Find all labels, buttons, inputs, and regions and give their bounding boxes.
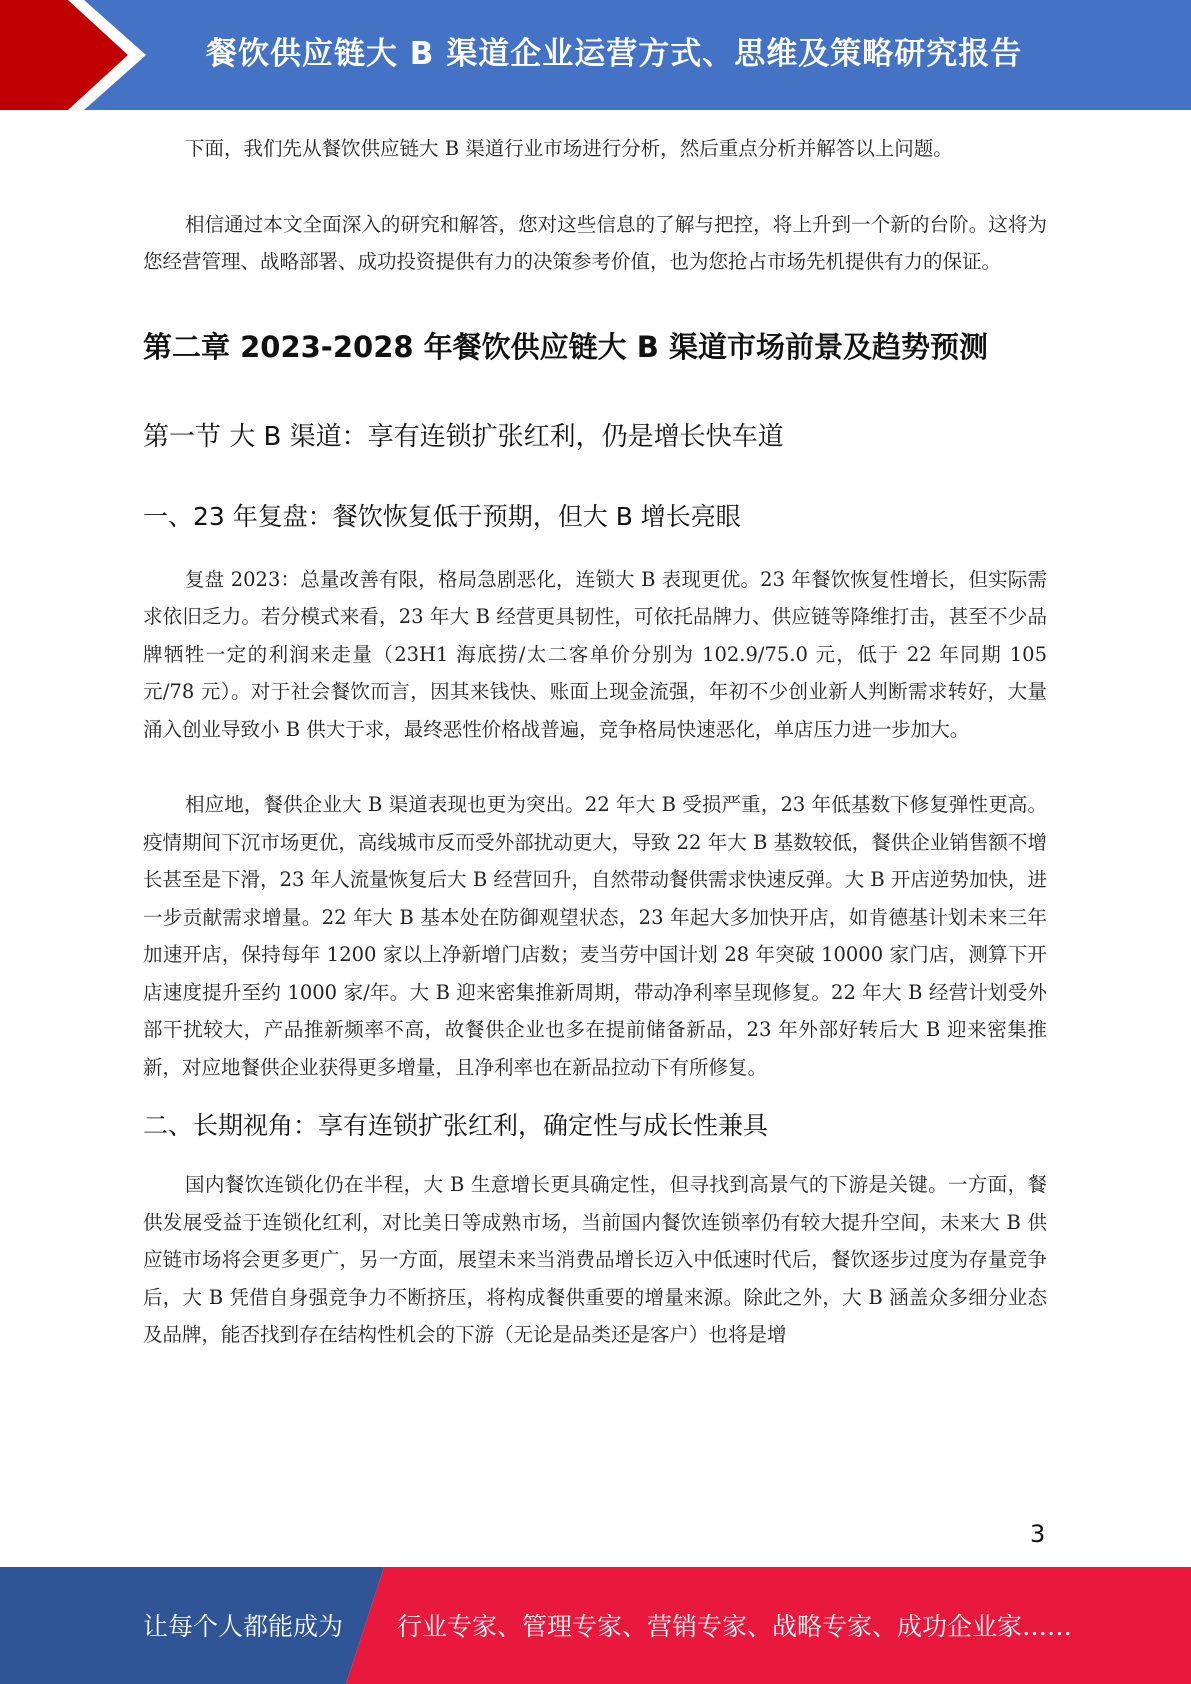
page-content <box>143 130 1047 1354</box>
page-footer <box>0 1567 1191 1684</box>
report-title: 餐饮供应链大 B 渠道企业运营方式、思维及策略研究报告 <box>206 36 1023 72</box>
intro-paragraph-1: 下面，我们先从餐饮供应链大 B 渠道行业市场进行分析，然后重点分析并解答以上问题。 <box>185 137 953 160</box>
footer-expert-list: 行业专家、管理专家、营销专家、战略专家、成功企业家…… <box>397 1612 1073 1641</box>
footer-slogan: 让每个人都能成为 <box>143 1612 344 1641</box>
subsection-2-paragraph-1: 国内餐饮连锁化仍在半程，大 B 生意增长更具确定性，但寻找到高景气的下游是关键。一方面，餐供发展受益于连锁化红利，对比美日等成熟市场，当前国内餐饮连锁率仍有较大提升空间，未来大 B 供应链市场将会更多更广，另一方面，展望未来当消费品增长迈入中低速时代后，餐饮逐步过度为存量竞争后，大 B 凭借自身强竞争力不断挤压，将构成餐供重要的增量来源。除此之外，大 B 涵盖众多细分业态及品牌，能否找到存在结构性机会的下游（无论是品类还是客户）也将是增 <box>143 1173 1047 1346</box>
chapter-heading: 第二章 2023-2028 年餐饮供应链大 B 渠道市场前景及趋势预测 <box>143 329 988 364</box>
subsection-1-paragraph-1: 复盘 2023：总量改善有限，格局急剧恶化，连锁大 B 表现更优。23 年餐饮恢复性增长，但实际需求依旧乏力。若分模式来看，23 年大 B 经营更具韧性，可依托品牌力、供应链等降维打击，甚至不少品牌牺牲一定的利润来走量（23H1 海底捞/太二客单价分别为 102.9/75.0 元，低于 22 年同期 105 元/78 元）。对于社会餐饮而言，因其来钱快、账面上现金流强，年初不少创业新人判断需求转好，大量涌入创业导致小 B 供大于求，最终恶性价格战普遍，竞争格局快速恶化，单店压力进一步加大。 <box>143 567 1047 741</box>
subsection-heading-2: 二、长期视角：享有连锁扩张红利，确定性与成长性兼具 <box>143 1111 769 1140</box>
page-number: 3 <box>1030 1520 1046 1548</box>
section-heading: 第一节 大 B 渠道：享有连锁扩张红利，仍是增长快车道 <box>143 421 784 452</box>
intro-paragraph-2: 相信通过本文全面深入的研究和解答，您对这些信息的了解与把控，将上升到一个新的台阶。这将为您经营管理、战略部署、成功投资提供有力的决策参考价值，也为您抢占市场先机提供有力的保证。 <box>143 212 1047 273</box>
subsection-heading-1: 一、23 年复盘：餐饮恢复低于预期，但大 B 增长亮眼 <box>143 501 741 531</box>
page-header <box>0 0 1191 110</box>
subsection-1-paragraph-2: 相应地，餐供企业大 B 渠道表现也更为突出。22 年大 B 受损严重，23 年低基数下修复弹性更高。疫情期间下沉市场更优，高线城市反而受外部扰动更大，导致 22 年大 B 基数较低，餐供企业销售额不增长甚至是下滑，23 年人流量恢复后大 B 经营回升，自然带动餐供需求快速反弹。大 B 开店逆势加快，进一步贡献需求增量。22 年大 B 基本处在防御观望状态，23 年起大多加快开店，如肯德基计划未来三年加速开店，保持每年 1200 家以上净新增门店数；麦当劳中国计划 28 年突破 10000 家门店，测算下开店速度提升至约 1000 家/年。大 B 迎来密集推新周期，带动净利率呈现修复。22 年大 B 经营计划受外部干扰较大，产品推新频率不高，故餐供企业也多在提前储备新品，23 年外部好转后大 B 迎来密集推新，对应地餐供企业获得更多增量，且净利率也在新品拉动下有所修复。 <box>143 793 1047 1079</box>
header-arrow-decoration <box>0 0 160 110</box>
